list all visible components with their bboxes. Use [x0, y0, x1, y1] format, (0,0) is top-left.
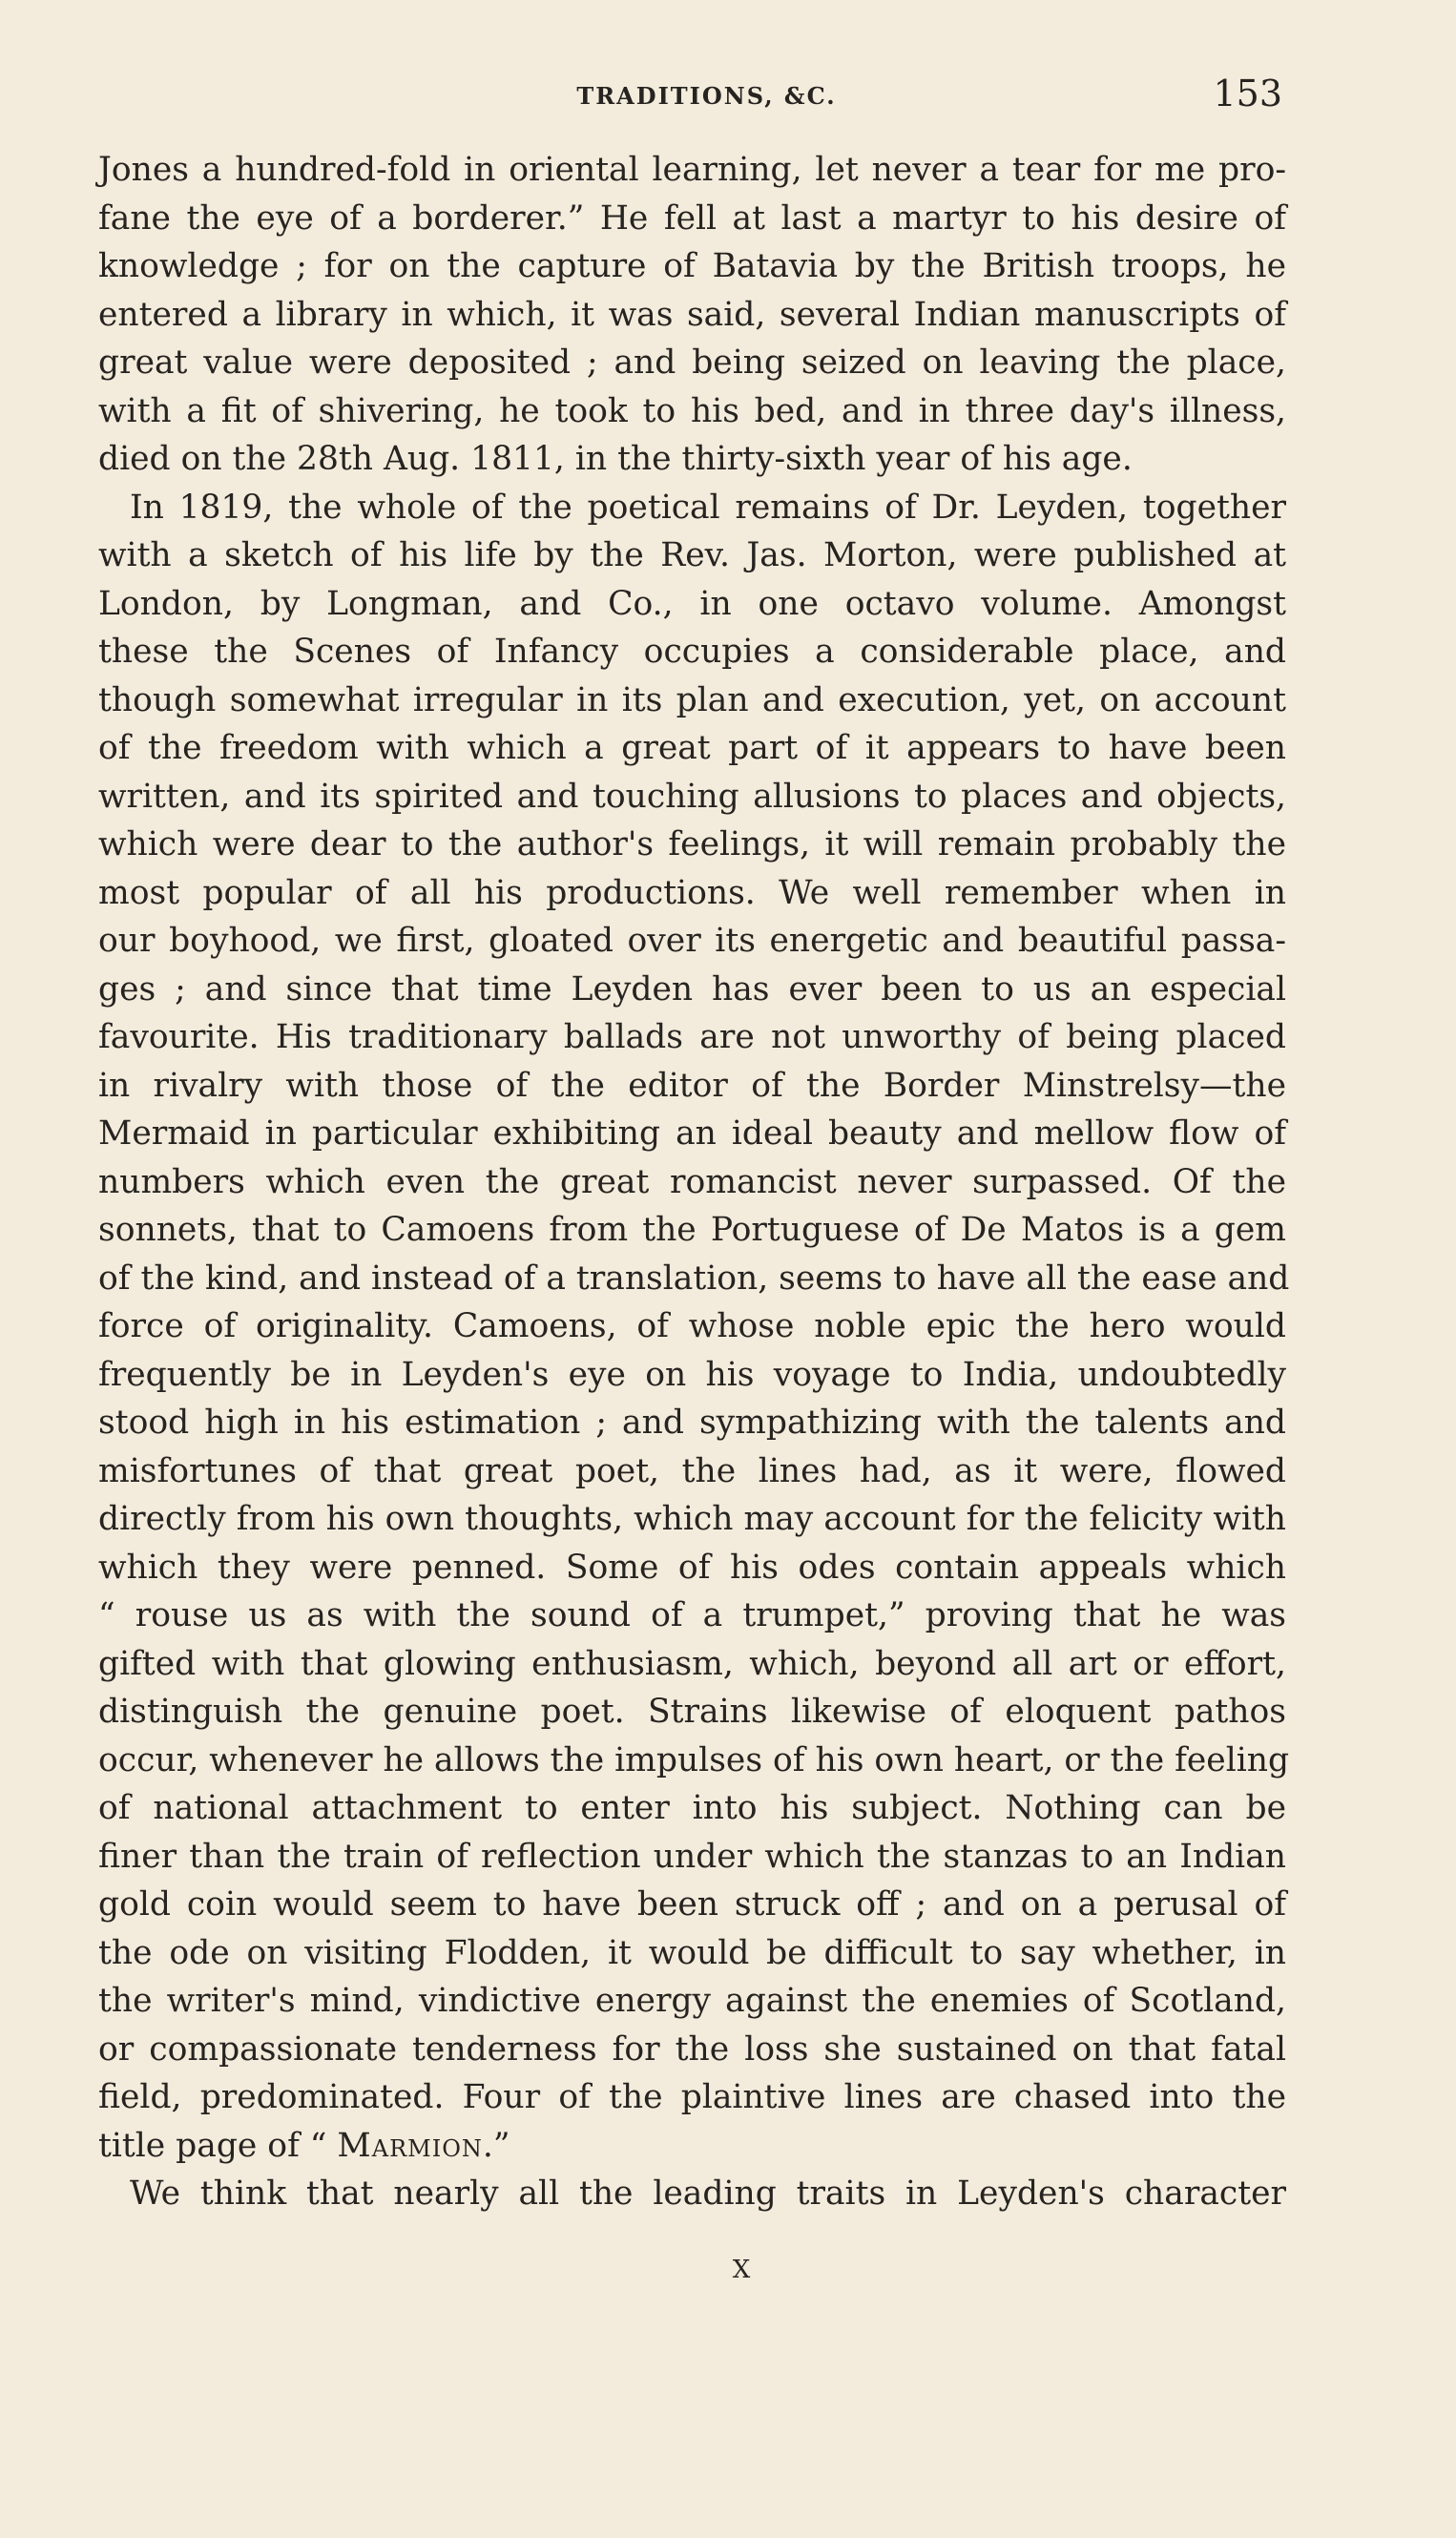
signature-mark: X [732, 2256, 751, 2284]
text-line: gold coin would seem to have been struck off ; and on a perusal of [98, 1885, 1286, 1924]
text-line: misfortunes of that great poet, the lines had, as it were, flowed [98, 1451, 1286, 1490]
text-line: which were dear to the author's feelings, it will remain probably the [98, 825, 1286, 863]
text-line: We think that nearly all the leading traits in Leyden's character [130, 2174, 1286, 2213]
text-line: Mermaid in particular exhibiting an ideal beauty and mellow flow of [98, 1114, 1286, 1153]
text-line: the writer's mind, vindictive energy against the enemies of Scotland, [98, 1982, 1286, 2020]
text-line: died on the 28th Aug. 1811, in the thirty-sixth year of his age. [98, 440, 1133, 478]
text-line: written, and its spirited and touching allusions to places and objects, [98, 777, 1286, 816]
text-line: “ rouse us as with the sound of a trumpet,” proving that he was [98, 1596, 1286, 1634]
text-line: sonnets, that to Camoens from the Portuguese of De Matos is a gem [98, 1211, 1286, 1249]
text-line: numbers which even the great romancist never surpassed. Of the [98, 1162, 1286, 1201]
text-line: stood high in his estimation ; and sympathizing with the talents and [98, 1404, 1286, 1442]
text-line: distinguish the genuine poet. Strains likewise of eloquent pathos [98, 1693, 1286, 1731]
text-line: with a fit of shivering, he took to his bed, and in three day's illness, [98, 391, 1286, 430]
text-line: great value were deposited ; and being seized on leaving the place, [98, 343, 1286, 382]
page-header [98, 69, 1286, 126]
text-line: though somewhat irregular in its plan and execution, yet, on account [98, 680, 1286, 719]
text-line: of the freedom with which a great part of it appears to have been [98, 729, 1286, 767]
text-line: Jones a hundred-fold in oriental learning, let never a tear for me pro- [98, 151, 1286, 189]
text-line: favourite. His traditionary ballads are not unworthy of being placed [98, 1018, 1286, 1056]
text-line: finer than the train of reflection under which the stanzas to an Indian [98, 1837, 1286, 1876]
page-number: 153 [1213, 73, 1282, 114]
text-line: most popular of all his productions. We well remember when in [98, 873, 1286, 912]
text-line: with a sketch of his life by the Rev. Jas. Morton, were published at [98, 536, 1286, 574]
text-line: the ode on visiting Flodden, it would be difficult to say whether, in [98, 1933, 1286, 1972]
title-page-suffix: .” [482, 2126, 510, 2165]
text-line: In 1819, the whole of the poetical remains of Dr. Leyden, together [130, 488, 1286, 527]
text-line: force of originality. Camoens, of whose noble epic the hero would [98, 1307, 1286, 1345]
text-line: occur, whenever he allows the impulses of his own heart, or the feeling [98, 1740, 1290, 1779]
text-line: knowledge ; for on the capture of Batavia by the British troops, he [98, 247, 1286, 285]
book-title-marmion: Marmion [337, 2126, 483, 2165]
text-line [98, 2122, 1286, 2171]
text-line: or compassionate tenderness for the loss she sustained on that fatal [98, 2029, 1286, 2069]
text-line: of the kind, and instead of a translation, seems to have all the ease and [98, 1259, 1290, 1298]
body-text [98, 146, 1290, 2218]
text-line: ges ; and since that time Leyden has ever been to us an especial [98, 969, 1286, 1009]
text-line: these the Scenes of Infancy occupies a considerable place, and [98, 633, 1286, 671]
text-line: our boyhood, we first, gloated over its energetic and beautiful passa- [98, 922, 1286, 960]
text-line: of national attachment to enter into his subject. Nothing can be [98, 1789, 1286, 1827]
title-page-prefix: title page of “ [98, 2126, 338, 2165]
text-line: which they were penned. Some of his odes contain appeals which [98, 1548, 1286, 1587]
text-line: frequently be in Leyden's eye on his voyage to India, undoubtedly [98, 1355, 1286, 1394]
text-line: London, by Longman, and Co., in one octavo volume. Amongst [98, 584, 1286, 623]
text-line: field, predominated. Four of the plaintive lines are chased into the [98, 2078, 1286, 2116]
text-line: directly from his own thoughts, which may account for the felicity with [98, 1500, 1286, 1538]
text-line: fane the eye of a borderer.” He fell at last a martyr to his desire of [98, 198, 1286, 238]
text-line: in rivalry with those of the editor of the Border Minstrelsy—the [98, 1066, 1286, 1105]
text-line: entered a library in which, it was said, several Indian manuscripts of [98, 295, 1286, 334]
text-line: gifted with that glowing enthusiasm, which, beyond all art or effort, [98, 1644, 1286, 1683]
running-head: TRADITIONS, &C. [576, 82, 837, 110]
